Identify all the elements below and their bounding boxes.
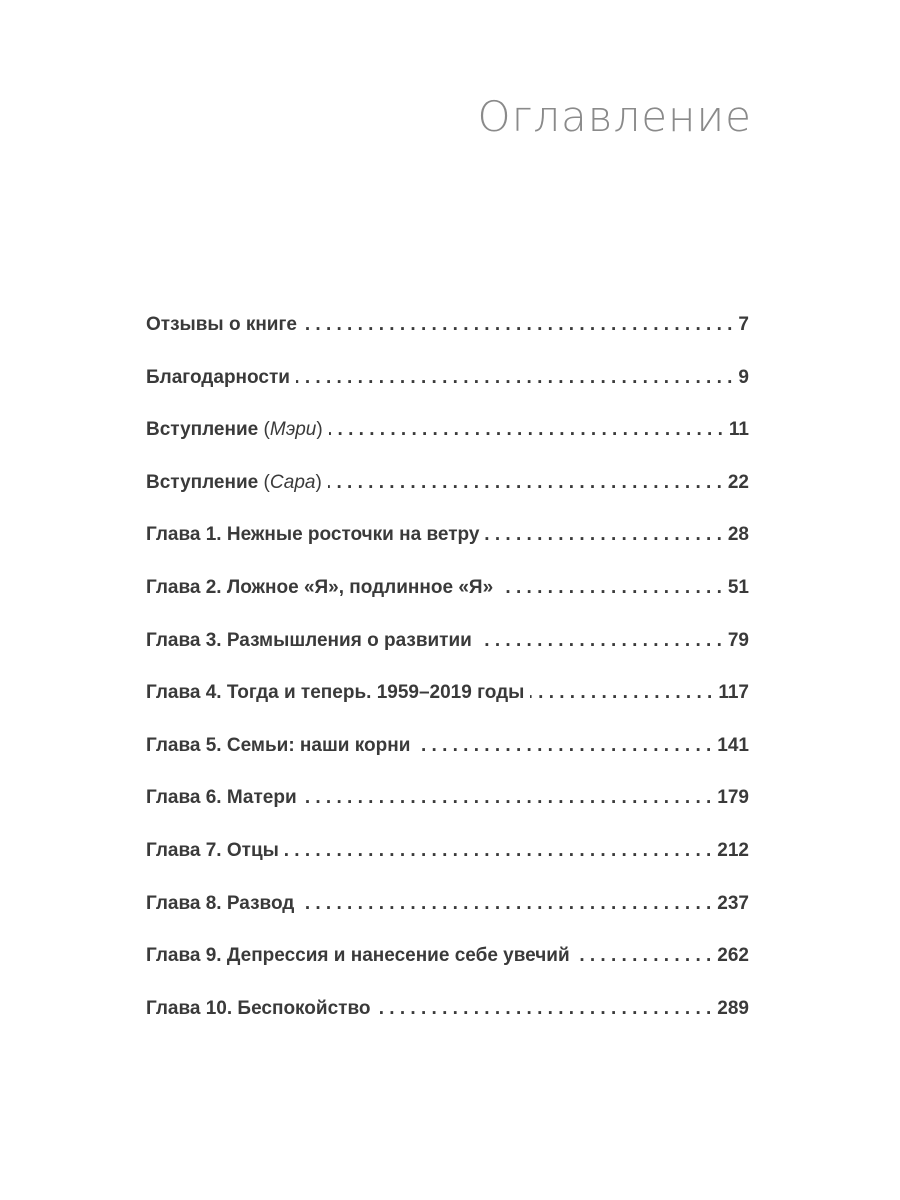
toc-entry-title — [146, 472, 322, 494]
toc-entry-page: 22 — [727, 471, 749, 493]
toc-entry-page: 141 — [717, 734, 749, 756]
toc-entry-chapter-5[interactable] — [146, 735, 749, 788]
dot-leader — [576, 945, 712, 967]
toc-entry-chapter-10[interactable] — [146, 998, 749, 1051]
toc-entry-title: Глава 2. Ложное «Я», подлинное «Я» — [146, 576, 494, 598]
toc-entry-title: Глава 8. Развод — [146, 892, 295, 914]
toc-entry-reviews[interactable] — [146, 314, 749, 367]
toc-entry-chapter-3[interactable] — [146, 630, 749, 683]
dot-leader — [285, 840, 711, 862]
table-of-contents — [146, 314, 749, 1050]
toc-entry-page: 11 — [728, 419, 749, 441]
dot-leader — [478, 630, 722, 652]
toc-entry-title: Глава 3. Размышления о развитии — [146, 629, 472, 651]
toc-entry-chapter-9[interactable] — [146, 945, 749, 998]
toc-entry-chapter-4[interactable] — [146, 682, 749, 735]
toc-entry-intro-sara[interactable] — [146, 472, 749, 525]
toc-entry-author: Мэри — [269, 419, 317, 441]
toc-entry-title — [146, 419, 323, 441]
toc-entry-page: 117 — [718, 682, 749, 704]
toc-entry-title: Глава 5. Семьи: наши корни — [146, 734, 411, 756]
toc-entry-paren-open: ( — [258, 471, 270, 493]
toc-entry-page: 179 — [717, 787, 749, 809]
toc-entry-title: Отзывы о книге — [146, 314, 297, 335]
dot-leader — [329, 419, 723, 441]
dot-leader — [485, 524, 721, 546]
dot-leader — [499, 577, 722, 599]
dot-leader — [296, 367, 732, 389]
dot-leader — [300, 893, 711, 915]
toc-entry-page: 289 — [717, 997, 749, 1019]
toc-entry-page: 51 — [727, 576, 749, 598]
toc-entry-page: 212 — [717, 839, 749, 861]
toc-entry-page: 237 — [717, 892, 749, 914]
toc-entry-acknowledgements[interactable] — [146, 367, 749, 420]
toc-entry-title: Глава 1. Нежные росточки на ветру — [146, 524, 480, 546]
toc-entry-title-main: Вступление — [146, 419, 259, 441]
toc-entry-title: Глава 9. Депрессия и нанесение себе увечий — [146, 945, 570, 967]
toc-entry-chapter-1[interactable] — [146, 524, 749, 577]
toc-entry-title: Благодарности — [146, 366, 290, 388]
toc-entry-page: 7 — [738, 314, 749, 335]
dot-leader — [377, 998, 712, 1020]
toc-entry-title: Глава 7. Отцы — [146, 839, 279, 861]
toc-entry-paren-open: ( — [258, 419, 270, 441]
toc-entry-title: Глава 4. Тогда и теперь. 1959–2019 годы — [146, 682, 525, 704]
toc-entry-title-main: Вступление — [146, 471, 259, 493]
dot-leader — [328, 472, 722, 494]
toc-entry-chapter-8[interactable] — [146, 893, 749, 946]
toc-entry-intro-mary[interactable] — [146, 419, 749, 472]
dot-leader — [530, 682, 712, 704]
toc-entry-chapter-2[interactable] — [146, 577, 749, 630]
toc-entry-title: Глава 10. Беспокойство — [146, 997, 371, 1019]
dot-leader — [303, 787, 712, 809]
toc-entry-chapter-6[interactable] — [146, 787, 749, 840]
dot-leader — [416, 735, 711, 757]
toc-entry-page: 79 — [727, 629, 749, 651]
dot-leader — [303, 314, 732, 336]
toc-entry-author: Сара — [269, 471, 316, 493]
toc-entry-title: Глава 6. Матери — [146, 787, 297, 809]
page-title: Оглавление — [477, 92, 752, 141]
toc-entry-page: 9 — [738, 366, 749, 388]
toc-entry-page: 262 — [717, 945, 749, 967]
toc-entry-chapter-7[interactable] — [146, 840, 749, 893]
toc-entry-paren-close: ) — [316, 419, 323, 441]
toc-entry-page: 28 — [727, 524, 749, 546]
toc-entry-paren-close: ) — [315, 471, 322, 493]
